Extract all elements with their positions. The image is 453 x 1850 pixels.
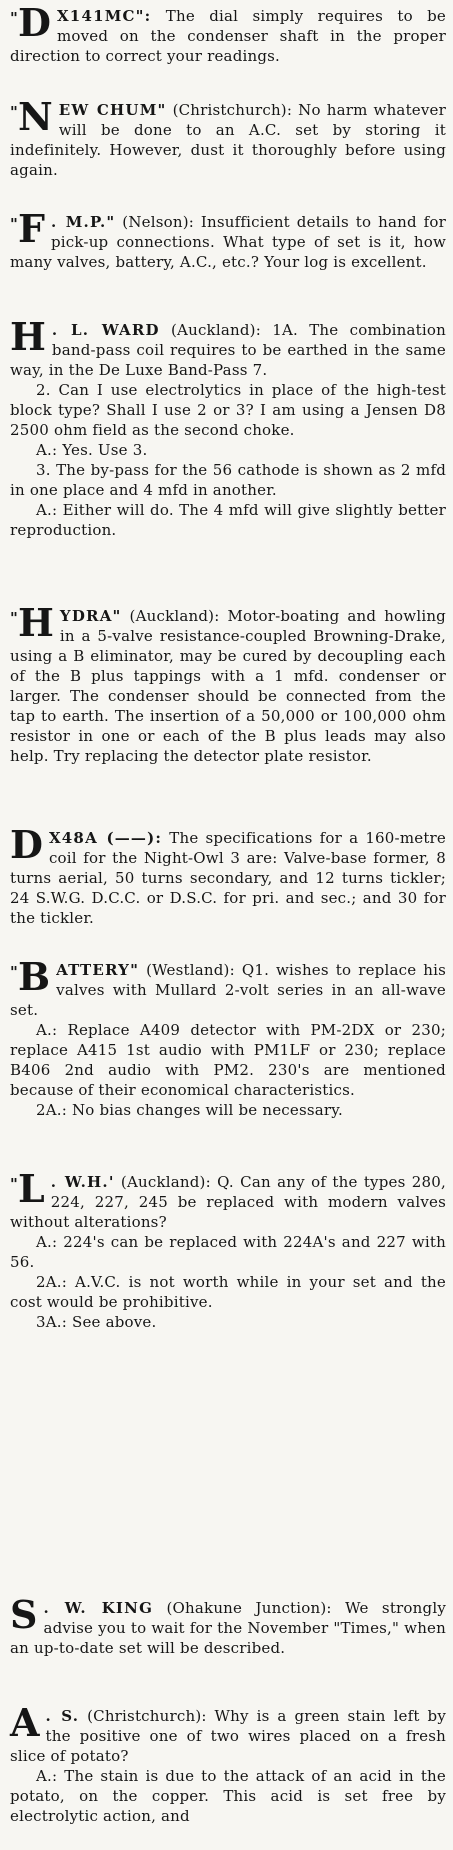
drop-initial: L (18, 1166, 45, 1211)
entry-heading: ATTERY" (56, 961, 140, 979)
drop-initial: B (18, 954, 51, 999)
open-quote: " (10, 103, 19, 121)
entry-paragraph: A.: Yes. Use 3. (36, 441, 148, 459)
entry-heading: X141MC": (56, 7, 152, 25)
answer-entry-lwh (10, 1166, 446, 1332)
entry-heading: . L. WARD (51, 321, 160, 339)
drop-initial: D (18, 0, 51, 45)
entry-body: The specifications for a 160-metre coil for the Night-Owl 3 are: Valve-base former, 8 turns aerial, 50 turns secondary, and 12 turns tickler; 24 S.W.G. D.C.C. or D.S.C. for pri. and sec.; and 30 for the tickler. (10, 829, 446, 927)
open-quote: " (10, 215, 19, 233)
entry-heading: . W.H.' (50, 1173, 115, 1191)
drop-initial: H (18, 600, 54, 645)
drop-initial: F (18, 206, 45, 251)
answer-entry-fmp (10, 206, 446, 272)
entry-heading: . W. KING (43, 1599, 154, 1617)
answer-entry-hl-ward (10, 314, 446, 540)
entry-heading: X48A (——): (48, 829, 163, 847)
open-quote: " (10, 963, 19, 981)
drop-initial: H (10, 314, 46, 359)
entry-body: The dial simply requires to be moved on the condenser shaft in the proper direction to correct your readings. (10, 7, 446, 65)
entry-paragraph: A.: Either will do. The 4 mfd will give slightly better reproduction. (10, 501, 446, 539)
entry-body: (Westland): Q1. wishes to replace his valves with Mullard 2-volt series in an all-wave set. (10, 961, 447, 1019)
open-quote: " (10, 9, 19, 27)
entry-paragraph: 2. Can I use electrolytics in place of the high-test block type? Shall I use 2 or 3? I am using a Jensen D8 2500 ohm field as the second choke. (10, 381, 446, 439)
entry-paragraph: 2A.: A.V.C. is not worth while in your set and the cost would be prohibitive. (10, 1273, 446, 1311)
entry-body: (Auckland): Motor-boating and howling in a 5-valve resistance-coupled Browning-Drake, using a B eliminator, may be cured by decoupling each of the B plus tappings with a 1 mfd. condenser or larger. The condenser should be connected from the tap to earth. The insertion of a 50,000 or 100,000 ohm resistor in one or each of the B plus leads may also help. Try replacing the detector plate resistor. (10, 607, 446, 765)
entry-paragraph: 3. The by-pass for the 56 cathode is shown as 2 mfd in one place and 4 mfd in another. (10, 461, 446, 499)
answer-entry-sw-king (10, 1592, 446, 1658)
entry-paragraph: A.: 224's can be replaced with 224A's and 227 with 56. (10, 1233, 446, 1271)
open-quote: " (10, 1175, 19, 1193)
entry-body: (Christchurch): Why is a green stain left by the positive one of two wires placed on a fresh slice of potato? (10, 1707, 446, 1765)
answer-entry-as (10, 1700, 446, 1826)
entry-heading: . M.P." (51, 213, 116, 231)
entry-body: (Christchurch): No harm whatever will be done to an A.C. set by storing it indefinitely. However, dust it thoroughly before using again. (10, 101, 447, 179)
entry-heading: YDRA" (59, 607, 122, 625)
drop-initial: D (10, 822, 43, 867)
entry-heading: . S. (45, 1707, 80, 1725)
answer-entry-hydra (10, 600, 446, 766)
entry-paragraph: A.: The stain is due to the attack of an acid in the potato, on the copper. This acid is set free by electrolytic action, and (10, 1767, 446, 1825)
entry-paragraph: A.: Replace A409 detector with PM-2DX or 230; replace A415 1st audio with PM1LF or 230; replace B406 2nd audio with PM2. 230's are mentioned because of their economical characteristics. (10, 1021, 446, 1099)
entry-body: (Auckland): 1A. The combination band-pass coil requires to be earthed in the same way, in the De Luxe Band-Pass 7. (10, 321, 446, 379)
entry-heading: EW CHUM" (58, 101, 167, 119)
answer-entry-dx48a (10, 822, 446, 928)
answer-entry-new-chum (10, 94, 447, 180)
entry-body: (Ohakune Junction): We strongly advise you to wait for the November "Times," when an up-to-date set will be described. (10, 1599, 446, 1657)
drop-initial: A (10, 1700, 40, 1745)
answer-entry-battery (10, 954, 447, 1120)
drop-initial: N (18, 94, 53, 139)
entry-body: (Nelson): Insufficient details to hand for pick-up connections. What type of set is it, how many valves, battery, A.C., etc.? Your log is excellent. (10, 213, 446, 271)
entry-body: (Auckland): Q. Can any of the types 280, 224, 227, 245 be replaced with modern valves without alterations? (10, 1173, 446, 1231)
entry-paragraph: 3A.: See above. (36, 1313, 157, 1331)
drop-initial: S (10, 1592, 38, 1637)
answer-entry-dx141mc (10, 0, 446, 66)
open-quote: " (10, 609, 19, 627)
entry-paragraph: 2A.: No bias changes will be necessary. (36, 1101, 343, 1119)
